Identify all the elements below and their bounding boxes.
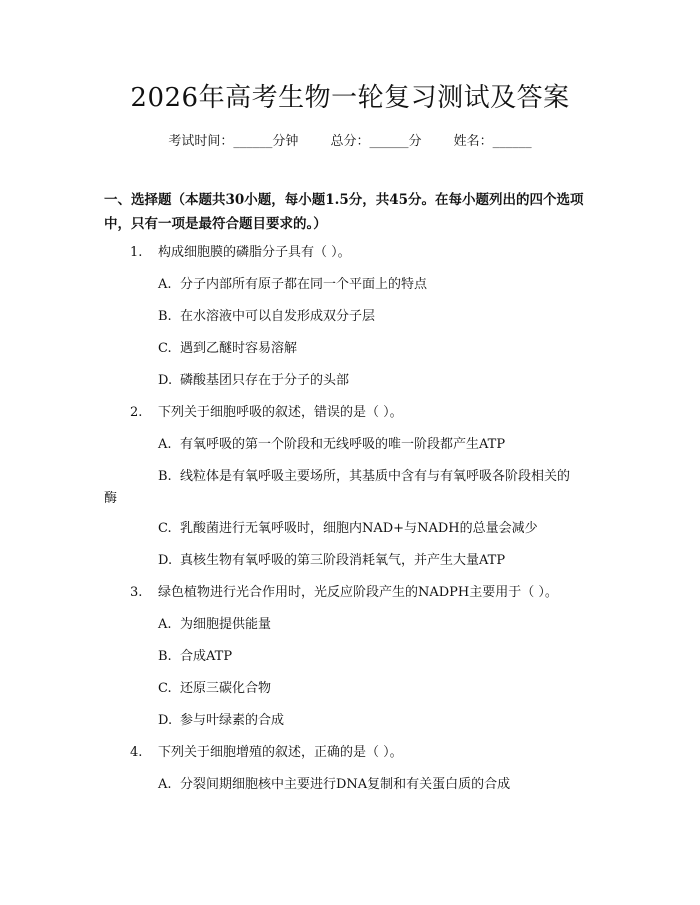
q1-option-b: [158, 307, 375, 327]
exam-score: 总分：______分: [330, 134, 422, 149]
q3-option-d: [158, 711, 284, 731]
option-letter: D.: [158, 553, 173, 568]
q1-option-c: [158, 339, 297, 359]
q3-option-a: [158, 615, 271, 635]
option-letter: C.: [158, 681, 172, 696]
question-3: [130, 583, 558, 603]
option-letter: D.: [158, 713, 173, 728]
option-text: 合成ATP: [180, 649, 233, 664]
option-letter: C.: [158, 521, 172, 536]
option-letter: A.: [158, 277, 172, 292]
option-text: 分裂间期细胞核中主要进行DNA复制和有关蛋白质的合成: [180, 777, 511, 792]
option-text: 真核生物有氧呼吸的第三阶段消耗氧气，并产生大量ATP: [180, 553, 506, 568]
question-1: [130, 243, 351, 263]
q2-option-b-continuation: 酶: [104, 491, 118, 506]
option-text: 乳酸菌进行无氧呼吸时，细胞内NAD+与NADH的总量会减少: [180, 521, 538, 536]
question-2: [130, 403, 403, 423]
q2-option-a: [158, 435, 505, 455]
exam-time: 考试时间：______分钟: [168, 134, 299, 149]
question-number: 2.: [130, 405, 143, 420]
option-text: 在水溶液中可以自发形成双分子层: [180, 309, 376, 324]
q1-option-d: [158, 371, 349, 391]
q2-option-d: [158, 551, 505, 571]
q4-option-a: [158, 775, 510, 795]
q3-option-b: [158, 647, 232, 667]
option-text: 磷酸基团只存在于分子的头部: [180, 373, 350, 388]
option-letter: B.: [158, 649, 172, 664]
question-text: 绿色植物进行光合作用时，光反应阶段产生的NADPH主要用于（ ）。: [158, 585, 558, 600]
exam-meta: [0, 132, 700, 152]
option-text: 线粒体是有氧呼吸主要场所，其基质中含有与有氧呼吸各阶段相关的: [180, 469, 571, 484]
q3-option-c: [158, 679, 271, 699]
option-letter: B.: [158, 469, 172, 484]
exam-name: 姓名：______: [453, 134, 532, 149]
option-letter: C.: [158, 341, 172, 356]
question-number: 1.: [130, 245, 143, 260]
section-heading: 一、选择题（本题共30小题，每小题1.5分，共45分。在每小题列出的四个选项中，只有一项是最符合题目要求的。）: [104, 192, 584, 232]
question-4: [130, 743, 403, 763]
option-letter: A.: [158, 437, 172, 452]
option-letter: A.: [158, 777, 172, 792]
option-text: 有氧呼吸的第一个阶段和无线呼吸的唯一阶段都产生ATP: [180, 437, 506, 452]
question-text: 下列关于细胞呼吸的叙述，错误的是（ ）。: [158, 405, 403, 420]
question-text: 下列关于细胞增殖的叙述，正确的是（ ）。: [158, 745, 403, 760]
option-text: 遇到乙醚时容易溶解: [180, 341, 298, 356]
option-text: 分子内部所有原子都在同一个平面上的特点: [180, 277, 428, 292]
page-title: 2026年高考生物一轮复习测试及答案: [130, 83, 570, 113]
question-text: 构成细胞膜的磷脂分子具有（ ）。: [158, 245, 351, 260]
q2-option-b: [158, 467, 570, 487]
q1-option-a: [158, 275, 427, 295]
q2-option-c: [158, 519, 538, 539]
option-text: 为细胞提供能量: [180, 617, 272, 632]
option-letter: B.: [158, 309, 172, 324]
option-text: 参与叶绿素的合成: [180, 713, 285, 728]
option-letter: D.: [158, 373, 173, 388]
option-text: 还原三碳化合物: [180, 681, 272, 696]
question-number: 3.: [130, 585, 143, 600]
question-number: 4.: [130, 745, 143, 760]
option-letter: A.: [158, 617, 172, 632]
